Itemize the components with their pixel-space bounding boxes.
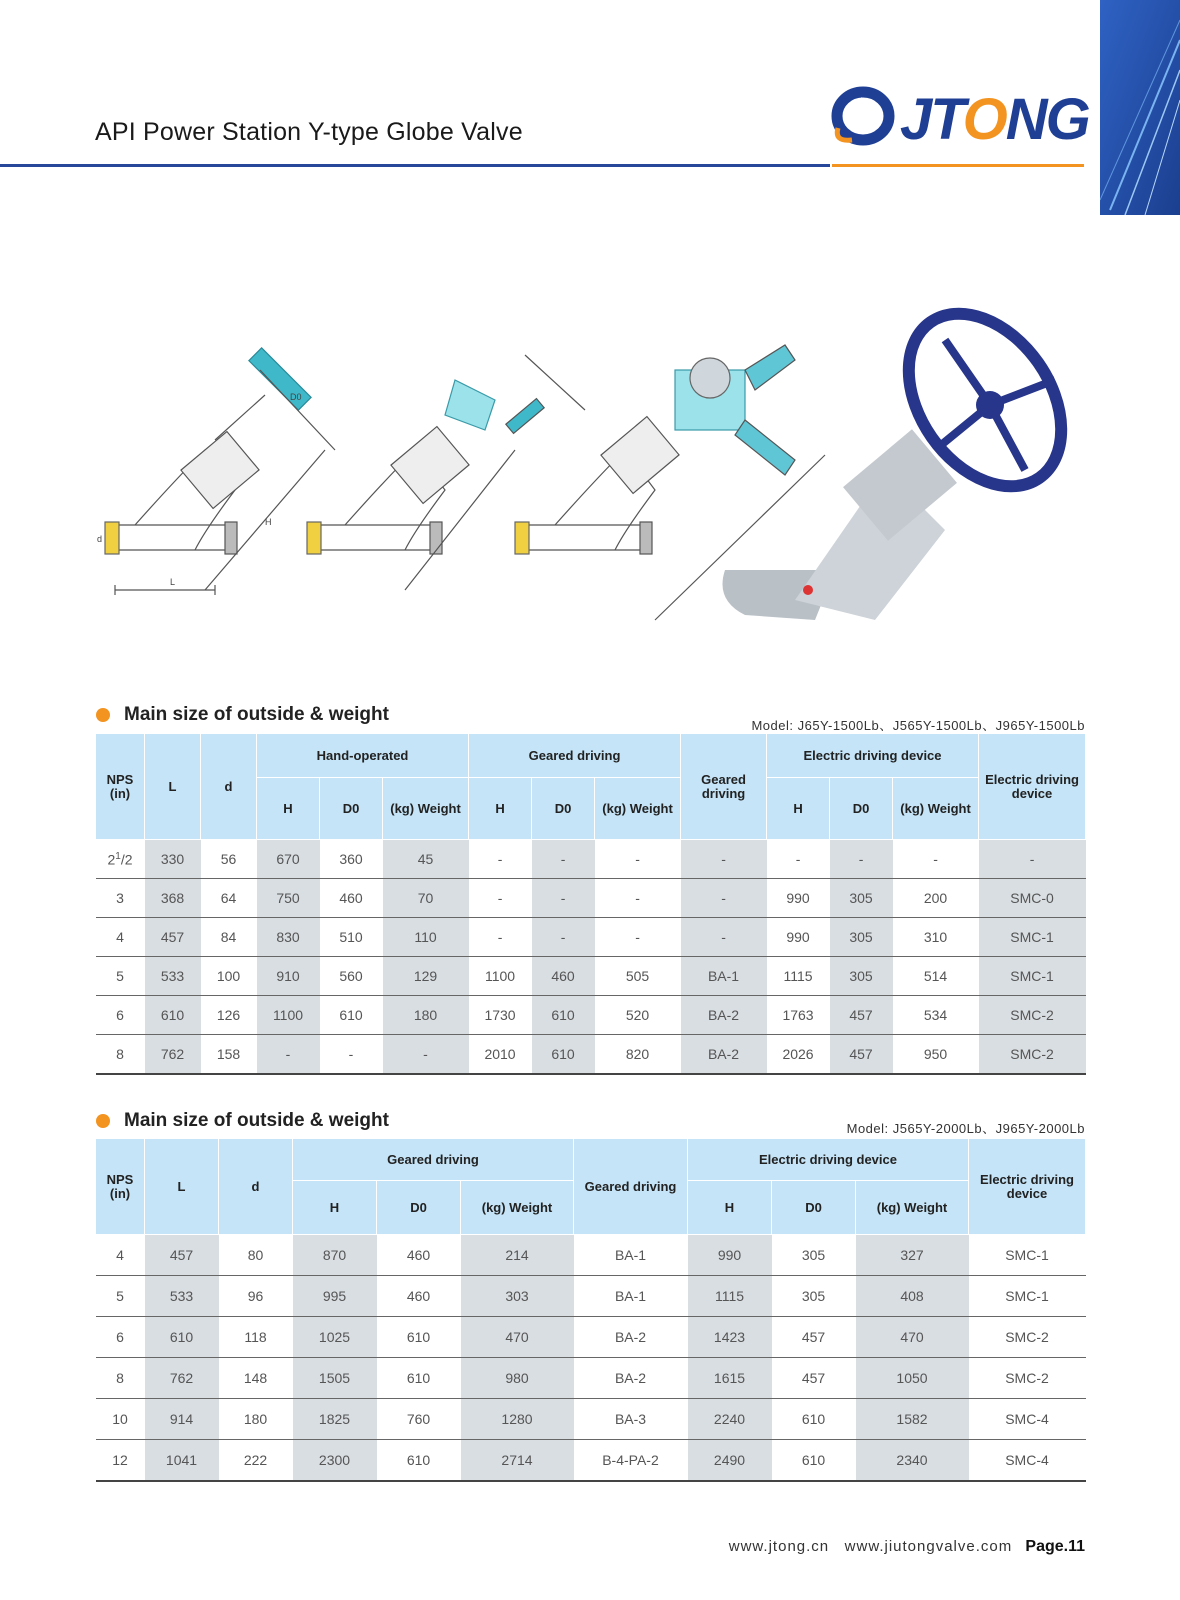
cell-L: 762 <box>145 1358 219 1399</box>
cell-hand-weight: 70 <box>383 879 469 918</box>
cell-electric-H: 990 <box>767 879 830 918</box>
cell-geared-D0: - <box>532 918 595 957</box>
table1-spec-table <box>95 733 1086 1075</box>
header-rule-orange <box>832 164 1084 167</box>
header-geared-driving-model: Geared driving <box>574 1139 688 1235</box>
cell-geared-weight: 303 <box>461 1276 574 1317</box>
header-nps: NPS (in) <box>96 734 145 840</box>
cell-electric-weight: 950 <box>893 1035 979 1074</box>
cell-electric-device: SMC-4 <box>969 1440 1086 1481</box>
cell-nps: 4 <box>96 918 145 957</box>
table-row <box>96 1276 1086 1317</box>
cell-hand-H: 750 <box>257 879 320 918</box>
header-electric-D0: D0 <box>772 1181 856 1235</box>
cell-electric-D0: 610 <box>772 1399 856 1440</box>
cell-electric-H: - <box>767 840 830 879</box>
cell-electric-weight: 1050 <box>856 1358 969 1399</box>
header-hand-H: H <box>257 778 320 840</box>
cell-geared-driving: BA-1 <box>574 1235 688 1276</box>
cell-L: 914 <box>145 1399 219 1440</box>
cell-hand-H: 830 <box>257 918 320 957</box>
cell-nps: 3 <box>96 879 145 918</box>
brand-logo <box>830 80 1090 152</box>
table1-section-title: Main size of outside & weight <box>96 704 389 726</box>
cell-geared-H: 2300 <box>293 1440 377 1481</box>
cell-hand-weight: 180 <box>383 996 469 1035</box>
cell-nps: $2^1/2$ <box>96 840 145 879</box>
cell-d: 118 <box>219 1317 293 1358</box>
corner-decoration <box>1100 0 1180 215</box>
header-geared-weight: (kg) Weight <box>461 1181 574 1235</box>
cell-geared-D0: 460 <box>532 957 595 996</box>
header-L: L <box>145 734 201 840</box>
cell-d: 80 <box>219 1235 293 1276</box>
valve-illustration <box>95 300 1085 650</box>
cell-electric-device: SMC-1 <box>979 957 1086 996</box>
cell-hand-D0: 560 <box>320 957 383 996</box>
cell-geared-driving: - <box>681 918 767 957</box>
cell-electric-device: SMC-2 <box>969 1358 1086 1399</box>
cell-geared-H: 2010 <box>469 1035 532 1074</box>
cell-electric-H: 1763 <box>767 996 830 1035</box>
header-geared-weight: (kg) Weight <box>595 778 681 840</box>
cell-geared-H: - <box>469 840 532 879</box>
page-number: Page.11 <box>1025 1538 1085 1555</box>
geared-valve-drawing <box>307 355 585 590</box>
cell-electric-weight: 470 <box>856 1317 969 1358</box>
table-row <box>96 840 1086 879</box>
cell-electric-weight: 534 <box>893 996 979 1035</box>
cell-geared-D0: 610 <box>377 1358 461 1399</box>
cell-hand-weight: 45 <box>383 840 469 879</box>
cell-L: 610 <box>145 1317 219 1358</box>
swirl-logo-icon <box>830 80 900 152</box>
page-title: API Power Station Y-type Globe Valve <box>95 118 523 146</box>
cell-hand-D0: 360 <box>320 840 383 879</box>
cell-geared-weight: 980 <box>461 1358 574 1399</box>
cell-L: 1041 <box>145 1440 219 1481</box>
cell-geared-H: 1100 <box>469 957 532 996</box>
cell-electric-H: 1115 <box>767 957 830 996</box>
website-link-jtong[interactable]: www.jtong.cn <box>728 1538 830 1555</box>
cell-electric-weight: 310 <box>893 918 979 957</box>
cell-nps: 10 <box>96 1399 145 1440</box>
cell-electric-H: 990 <box>767 918 830 957</box>
header-geared-driving: Geared driving <box>293 1139 574 1181</box>
cell-geared-weight: 820 <box>595 1035 681 1074</box>
cell-geared-driving: BA-2 <box>681 1035 767 1074</box>
cell-electric-device: SMC-2 <box>979 1035 1086 1074</box>
cell-electric-D0: 457 <box>772 1317 856 1358</box>
table1-model-note: Model: J65Y-1500Lb、J565Y-1500Lb、J965Y-1500Lb <box>751 718 1085 733</box>
cell-geared-weight: 214 <box>461 1235 574 1276</box>
cell-L: 330 <box>145 840 201 879</box>
header-electric-weight: (kg) Weight <box>856 1181 969 1235</box>
cell-L: 368 <box>145 879 201 918</box>
table-row <box>96 1358 1086 1399</box>
cell-electric-D0: 305 <box>830 957 893 996</box>
cell-electric-D0: 457 <box>830 996 893 1035</box>
cell-geared-D0: 610 <box>377 1317 461 1358</box>
cell-geared-driving: BA-1 <box>574 1276 688 1317</box>
cell-geared-weight: 520 <box>595 996 681 1035</box>
cell-hand-D0: 610 <box>320 996 383 1035</box>
cell-geared-H: 1505 <box>293 1358 377 1399</box>
table-row <box>96 879 1086 918</box>
website-link-jiutongvalve[interactable]: www.jiutongvalve.com <box>844 1538 1013 1555</box>
cell-electric-H: 1115 <box>688 1276 772 1317</box>
cell-geared-weight: 2714 <box>461 1440 574 1481</box>
header-geared-driving: Geared driving <box>469 734 681 778</box>
header-electric-H: H <box>767 778 830 840</box>
table2-model-note: Model: J565Y-2000Lb、J965Y-2000Lb <box>846 1121 1085 1136</box>
cell-d: 96 <box>219 1276 293 1317</box>
cell-electric-D0: 610 <box>772 1440 856 1481</box>
cell-geared-driving: BA-2 <box>574 1317 688 1358</box>
cell-geared-driving: B-4-PA-2 <box>574 1440 688 1481</box>
cell-geared-H: 1825 <box>293 1399 377 1440</box>
cell-nps: 4 <box>96 1235 145 1276</box>
cell-geared-D0: 610 <box>532 996 595 1035</box>
table-row <box>96 1399 1086 1440</box>
brand-wordmark: JTONG <box>900 87 1089 152</box>
table-row <box>96 1035 1086 1074</box>
table-row <box>96 1235 1086 1276</box>
cell-d: 148 <box>219 1358 293 1399</box>
cell-electric-D0: 305 <box>830 879 893 918</box>
cell-L: 533 <box>145 1276 219 1317</box>
cell-geared-D0: 610 <box>377 1440 461 1481</box>
table-row <box>96 1317 1086 1358</box>
header-electric-D0: D0 <box>830 778 893 840</box>
header-L: L <box>145 1139 219 1235</box>
cell-geared-driving: BA-3 <box>574 1399 688 1440</box>
cell-L: 457 <box>145 1235 219 1276</box>
table-row <box>96 1440 1086 1481</box>
header-electric-H: H <box>688 1181 772 1235</box>
header-electric-weight: (kg) Weight <box>893 778 979 840</box>
cell-geared-D0: - <box>532 840 595 879</box>
cell-electric-H: 990 <box>688 1235 772 1276</box>
cell-geared-weight: 470 <box>461 1317 574 1358</box>
cell-electric-weight: 1582 <box>856 1399 969 1440</box>
cell-electric-weight: 514 <box>893 957 979 996</box>
cell-d: 222 <box>219 1440 293 1481</box>
cell-hand-weight: - <box>383 1035 469 1074</box>
cell-hand-H: 670 <box>257 840 320 879</box>
cell-electric-weight: 200 <box>893 879 979 918</box>
cell-geared-H: 995 <box>293 1276 377 1317</box>
cell-d: 100 <box>201 957 257 996</box>
header-electric-device-model: Electric driving device <box>979 734 1086 840</box>
cell-d: 64 <box>201 879 257 918</box>
cell-nps: 6 <box>96 996 145 1035</box>
cell-electric-D0: 305 <box>772 1235 856 1276</box>
cell-electric-D0: 457 <box>830 1035 893 1074</box>
cell-nps: 5 <box>96 957 145 996</box>
cell-L: 457 <box>145 918 201 957</box>
cell-geared-D0: 460 <box>377 1235 461 1276</box>
cell-d: 180 <box>219 1399 293 1440</box>
cell-d: 158 <box>201 1035 257 1074</box>
cell-d: 84 <box>201 918 257 957</box>
cell-electric-weight: 408 <box>856 1276 969 1317</box>
cell-electric-H: 1615 <box>688 1358 772 1399</box>
cell-nps: 6 <box>96 1317 145 1358</box>
bullet-dot-icon <box>96 1114 110 1128</box>
cell-electric-device: SMC-2 <box>979 996 1086 1035</box>
cell-hand-D0: 510 <box>320 918 383 957</box>
cell-geared-weight: 1280 <box>461 1399 574 1440</box>
cell-nps: 5 <box>96 1276 145 1317</box>
cell-geared-weight: - <box>595 918 681 957</box>
table-row <box>96 918 1086 957</box>
cell-nps: 8 <box>96 1035 145 1074</box>
cell-d: 126 <box>201 996 257 1035</box>
cell-electric-D0: 457 <box>772 1358 856 1399</box>
header-geared-H: H <box>469 778 532 840</box>
cell-d: 56 <box>201 840 257 879</box>
cell-L: 610 <box>145 996 201 1035</box>
cell-electric-weight: 2340 <box>856 1440 969 1481</box>
cell-hand-H: - <box>257 1035 320 1074</box>
header-d: d <box>201 734 257 840</box>
header-geared-H: H <box>293 1181 377 1235</box>
cell-electric-H: 2240 <box>688 1399 772 1440</box>
cell-hand-D0: - <box>320 1035 383 1074</box>
bullet-dot-icon <box>96 708 110 722</box>
header-d: d <box>219 1139 293 1235</box>
header-electric-driving: Electric driving device <box>688 1139 969 1181</box>
page-footer <box>729 1538 1085 1556</box>
cell-geared-driving: - <box>681 879 767 918</box>
cell-electric-weight: 327 <box>856 1235 969 1276</box>
header-electric-device-model: Electric driving device <box>969 1139 1086 1235</box>
cell-geared-D0: 610 <box>532 1035 595 1074</box>
cell-geared-D0: 460 <box>377 1276 461 1317</box>
table2-spec-table <box>95 1138 1086 1482</box>
cell-hand-weight: 110 <box>383 918 469 957</box>
hand-operated-valve-drawing <box>105 348 335 595</box>
cell-electric-weight: - <box>893 840 979 879</box>
label-d: d <box>97 534 103 544</box>
cell-electric-H: 2026 <box>767 1035 830 1074</box>
cell-nps: 8 <box>96 1358 145 1399</box>
cell-geared-weight: 505 <box>595 957 681 996</box>
cell-geared-H: 1730 <box>469 996 532 1035</box>
cell-electric-D0: 305 <box>830 918 893 957</box>
cell-geared-H: - <box>469 879 532 918</box>
cell-electric-D0: 305 <box>772 1276 856 1317</box>
cell-hand-H: 910 <box>257 957 320 996</box>
cell-geared-driving: - <box>681 840 767 879</box>
table-row <box>96 996 1086 1035</box>
header-hand-operated: Hand-operated <box>257 734 469 778</box>
cell-geared-D0: - <box>532 879 595 918</box>
cell-electric-device: SMC-1 <box>979 918 1086 957</box>
cell-electric-H: 1423 <box>688 1317 772 1358</box>
cell-electric-device: - <box>979 840 1086 879</box>
cell-L: 533 <box>145 957 201 996</box>
cell-hand-weight: 129 <box>383 957 469 996</box>
cell-geared-D0: 760 <box>377 1399 461 1440</box>
header-hand-weight: (kg) Weight <box>383 778 469 840</box>
cell-electric-D0: - <box>830 840 893 879</box>
header-electric-driving: Electric driving device <box>767 734 979 778</box>
header-hand-D0: D0 <box>320 778 383 840</box>
cell-geared-weight: - <box>595 879 681 918</box>
cell-geared-H: 1025 <box>293 1317 377 1358</box>
cell-electric-device: SMC-4 <box>969 1399 1086 1440</box>
cell-geared-weight: - <box>595 840 681 879</box>
label-H: H <box>265 517 272 527</box>
label-L: L <box>170 577 176 587</box>
cell-electric-device: SMC-1 <box>969 1276 1086 1317</box>
cell-electric-device: SMC-2 <box>969 1317 1086 1358</box>
table-row <box>96 957 1086 996</box>
header-rule-blue <box>0 164 830 167</box>
table2-section-title: Main size of outside & weight <box>96 1110 389 1132</box>
header-geared-D0: D0 <box>532 778 595 840</box>
cell-nps: 12 <box>96 1440 145 1481</box>
cell-geared-driving: BA-1 <box>681 957 767 996</box>
cell-electric-H: 2490 <box>688 1440 772 1481</box>
cell-electric-device: SMC-1 <box>969 1235 1086 1276</box>
cell-geared-H: - <box>469 918 532 957</box>
cell-L: 762 <box>145 1035 201 1074</box>
cell-electric-device: SMC-0 <box>979 879 1086 918</box>
cell-geared-driving: BA-2 <box>574 1358 688 1399</box>
cell-hand-H: 1100 <box>257 996 320 1035</box>
cell-geared-H: 870 <box>293 1235 377 1276</box>
label-D0: D0 <box>290 392 302 402</box>
header-geared-driving-model: Geared driving <box>681 734 767 840</box>
header-nps: NPS (in) <box>96 1139 145 1235</box>
cell-hand-D0: 460 <box>320 879 383 918</box>
header-geared-D0: D0 <box>377 1181 461 1235</box>
cell-geared-driving: BA-2 <box>681 996 767 1035</box>
